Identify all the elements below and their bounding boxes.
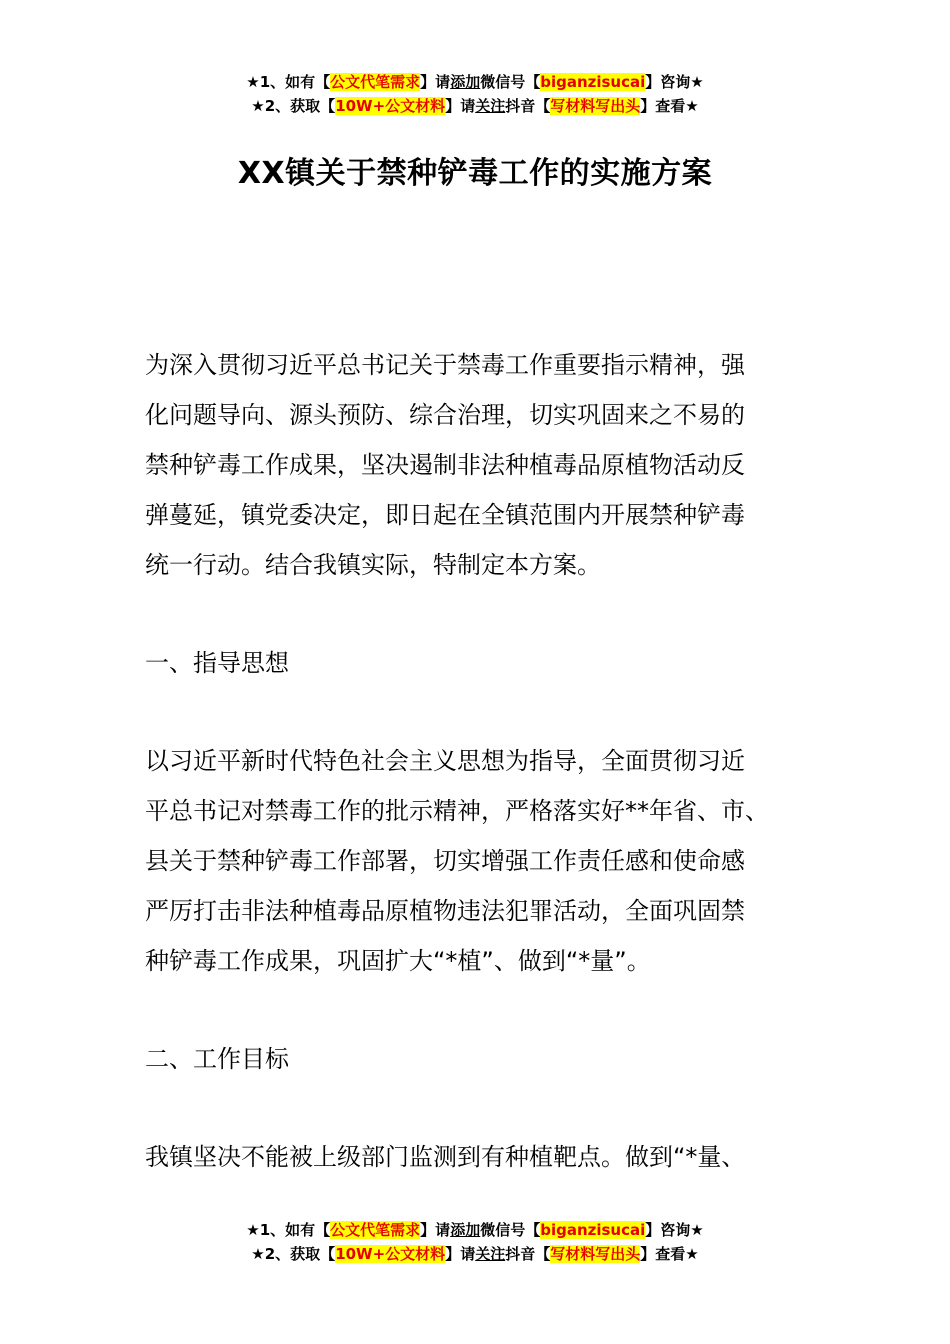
promo-text: 抖音【 <box>505 1245 551 1263</box>
promo-text: 】查看★ <box>640 97 699 115</box>
promo-text: ★2、获取【 <box>251 97 336 115</box>
text-line: 化问题导向、源头预防、综合治理，切实巩固来之不易的 <box>145 401 745 429</box>
promo-wechat-id: biganzisucai <box>540 1221 646 1239</box>
document-body <box>145 340 825 1230</box>
promo-underlined: 关注 <box>475 1245 506 1263</box>
promo-text: ★2、获取【 <box>251 1245 336 1263</box>
promo-text: 】咨询★ <box>645 1221 704 1239</box>
document-title: XX镇关于禁种铲毒工作的实施方案 <box>237 156 713 191</box>
text-line: 为深入贯彻习近平总书记关于禁毒工作重要指示精神，强 <box>145 351 745 379</box>
promo-text: 抖音【 <box>505 97 551 115</box>
work-goals-paragraph <box>145 1132 825 1182</box>
text-line: 县关于禁种铲毒工作部署，切实增强工作责任感和使命感 <box>145 847 745 875</box>
text-line: 统一行动。结合我镇实际，特制定本方案。 <box>145 551 601 579</box>
text-line: 平总书记对禁毒工作的批示精神，严格落实好**年省、市、 <box>145 797 769 825</box>
text-line: 种铲毒工作成果，巩固扩大“*植”、做到“*量”。 <box>145 947 651 975</box>
promo-underlined: 关注 <box>475 97 506 115</box>
promo-line-2 <box>0 94 950 118</box>
promo-text: 微信号【 <box>480 1221 541 1239</box>
promo-text: 】请 <box>445 97 476 115</box>
text-line: 严厉打击非法种植毒品原植物违法犯罪活动，全面巩固禁 <box>145 897 745 925</box>
promo-highlight: 公文代笔需求 <box>330 1221 421 1239</box>
promo-line-1 <box>0 1218 950 1242</box>
promo-line-1 <box>0 70 950 94</box>
intro-paragraph <box>145 340 825 590</box>
promo-text: 】查看★ <box>640 1245 699 1263</box>
promo-text: 】请 <box>420 73 451 91</box>
promo-highlight: 公文代笔需求 <box>330 73 421 91</box>
text-line: 我镇坚决不能被上级部门监测到有种植靶点。做到“*量、 <box>145 1143 746 1171</box>
promo-banner-bottom <box>0 1218 950 1266</box>
promo-text: ★1、如有【 <box>246 1221 331 1239</box>
section-heading-work-goals: 二、工作目标 <box>145 1045 289 1073</box>
promo-text: 】请 <box>445 1245 476 1263</box>
guiding-ideology-paragraph <box>145 736 825 986</box>
section-heading-guiding-ideology: 一、指导思想 <box>145 649 289 677</box>
promo-line-2 <box>0 1242 950 1266</box>
promo-banner-top <box>0 70 950 118</box>
promo-wechat-id: biganzisucai <box>540 73 646 91</box>
text-line: 以习近平新时代特色社会主义思想为指导，全面贯彻习近 <box>145 747 745 775</box>
promo-text: 】请 <box>420 1221 451 1239</box>
text-line: 弹蔓延，镇党委决定，即日起在全镇范围内开展禁种铲毒 <box>145 501 745 529</box>
promo-highlight: 10W+公文材料 <box>335 1245 446 1263</box>
promo-douyin-name: 写材料写出头 <box>550 97 641 115</box>
promo-text: 微信号【 <box>480 73 541 91</box>
text-line: 禁种铲毒工作成果，坚决遏制非法种植毒品原植物活动反 <box>145 451 745 479</box>
promo-text: ★1、如有【 <box>246 73 331 91</box>
promo-highlight: 10W+公文材料 <box>335 97 446 115</box>
promo-text: 】咨询★ <box>645 73 704 91</box>
promo-underlined: 添加 <box>450 1221 481 1239</box>
promo-douyin-name: 写材料写出头 <box>550 1245 641 1263</box>
promo-underlined: 添加 <box>450 73 481 91</box>
